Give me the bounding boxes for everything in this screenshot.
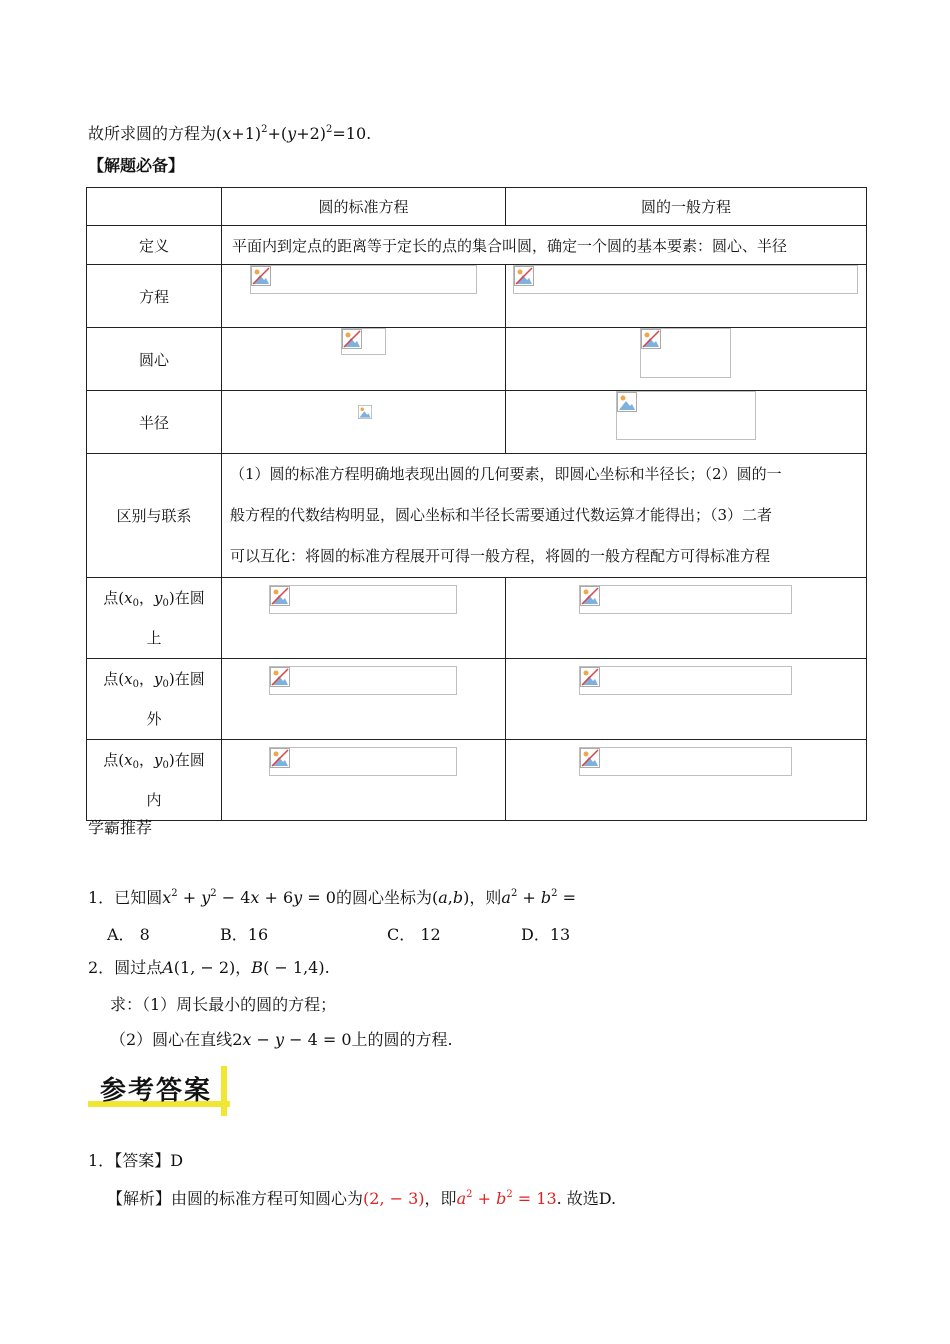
standard-point-on-cell xyxy=(222,578,506,659)
broken-image-icon xyxy=(580,586,600,606)
standard-point-inside-image xyxy=(269,747,457,776)
broken-image-icon xyxy=(580,667,600,687)
general-radius-image xyxy=(616,391,756,440)
standard-center-cell xyxy=(222,328,506,391)
broken-image-icon xyxy=(617,392,637,412)
general-point-inside-cell xyxy=(506,740,867,821)
section-heading: 【解题必备】 xyxy=(88,156,185,175)
row-label-point-inside-circle: 点($x_0$，$y_0$)在圆 内 xyxy=(87,740,222,821)
row-label-equation: 方程 xyxy=(87,265,222,328)
general-point-inside-image xyxy=(579,747,792,776)
table-row-definition xyxy=(87,226,867,265)
row-label-radius: 半径 xyxy=(87,391,222,454)
table-row-difference xyxy=(87,454,867,578)
general-point-on-image xyxy=(579,585,792,614)
row-label-point-outside-circle: 点($x_0$，$y_0$)在圆 外 xyxy=(87,659,222,740)
difference-text xyxy=(222,454,867,578)
row-label-difference: 区别与联系 xyxy=(87,454,222,578)
row-label-definition: 定义 xyxy=(87,226,222,265)
header-standard-equation: 圆的标准方程 xyxy=(222,188,506,226)
standard-point-outside-cell xyxy=(222,659,506,740)
row-label-point-on-circle: 点($x_0$，$y_0$)在圆 上 xyxy=(87,578,222,659)
broken-image-icon xyxy=(358,405,372,419)
table-header-row xyxy=(87,188,867,226)
q1-option-a: A． 8 xyxy=(107,925,150,944)
difference-line: （1）圆的标准方程明确地表现出圆的几何要素，即圆心坐标和半径长；（2）圆的一 xyxy=(230,465,782,483)
general-point-outside-cell xyxy=(506,659,867,740)
general-center-image xyxy=(640,328,731,378)
standard-center-image xyxy=(341,328,386,355)
q1-option-b: B．16 xyxy=(220,925,269,944)
circle-equation-table xyxy=(86,187,867,821)
table-row-center xyxy=(87,328,867,391)
broken-image-icon xyxy=(514,266,534,286)
table-row-point-inside xyxy=(87,740,867,821)
answer-1-analysis: 【解析】由圆的标准方程可知圆心为(2, − 3)，即$a^2 + b^2 = 13$. 故选D. xyxy=(107,1189,617,1208)
table-row-point-on xyxy=(87,578,867,659)
standard-radius-cell xyxy=(222,391,506,454)
standard-point-outside-image xyxy=(269,666,457,695)
general-point-outside-image xyxy=(579,666,792,695)
question-1: 1．已知圆$x^2 + y^2 - 4x + 6y = 0$的圆心坐标为(a,b)，则$a^2 + b^2$ = xyxy=(88,888,577,907)
general-equation-cell xyxy=(506,265,867,328)
general-point-on-cell xyxy=(506,578,867,659)
difference-line: 般方程的代数结构明显，圆心坐标和半径长需要通过代数运算才能得出；（3）二者 xyxy=(230,506,773,524)
standard-point-inside-cell xyxy=(222,740,506,821)
standard-equation-cell xyxy=(222,265,506,328)
general-radius-cell xyxy=(506,391,867,454)
answers-title: 参考答案 xyxy=(100,1076,213,1106)
q1-option-d: D．13 xyxy=(521,925,571,944)
question-2-part-1: 求：（1）周长最小的圆的方程； xyxy=(110,995,337,1014)
standard-equation-image xyxy=(250,265,477,294)
broken-image-icon xyxy=(270,748,290,768)
general-equation-image xyxy=(513,265,858,294)
broken-image-icon xyxy=(641,329,661,349)
broken-image-icon xyxy=(251,266,271,286)
question-2: 2．圆过点A(1, − 2)，B( − 1,4). xyxy=(88,958,330,977)
table-row-radius xyxy=(87,391,867,454)
solution-conclusion: 故所求圆的方程为$(x+1)^2+(y+2)^2=10$. xyxy=(88,124,372,143)
general-center-cell xyxy=(506,328,867,391)
standard-point-on-image xyxy=(269,585,457,614)
row-label-center: 圆心 xyxy=(87,328,222,391)
broken-image-icon xyxy=(580,748,600,768)
question-2-part-2: （2）圆心在直线2x − y − 4 = 0上的圆的方程. xyxy=(110,1030,453,1049)
definition-text: 平面内到定点的距离等于定长的点的集合叫圆，确定一个圆的基本要素：圆心、半径 xyxy=(222,226,867,265)
broken-image-icon xyxy=(270,586,290,606)
table-corner-cell xyxy=(87,188,222,226)
table-row-point-outside xyxy=(87,659,867,740)
recommend-title: 学霸推荐 xyxy=(88,818,153,837)
difference-line: 可以互化：将圆的标准方程展开可得一般方程，将圆的一般方程配方可得标准方程 xyxy=(230,547,771,565)
answers-stamp xyxy=(88,1066,233,1118)
q1-option-c: C． 12 xyxy=(387,925,441,944)
broken-image-icon xyxy=(270,667,290,687)
header-general-equation: 圆的一般方程 xyxy=(506,188,867,226)
table-row-equation xyxy=(87,265,867,328)
broken-image-icon xyxy=(342,329,362,349)
answer-1-tag: 1．【答案】D xyxy=(88,1151,184,1170)
